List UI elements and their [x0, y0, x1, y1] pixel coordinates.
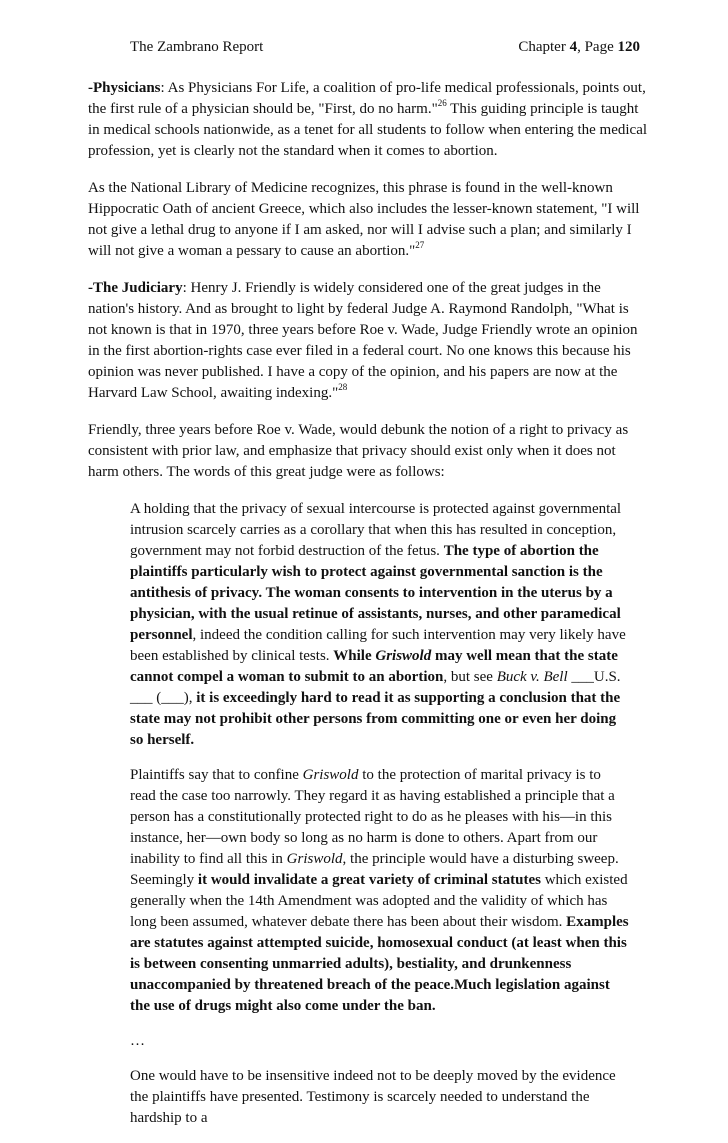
- quote-paragraph-holding: [130, 499, 630, 751]
- text-run: The type of abortion the plaintiffs particularly wish to protect against governmental sanction is the antithesis of privacy. The woman consents to intervention in the uterus by a physician, with the usual retinue of assistants, nurses, and other paramedical personnel: [130, 543, 621, 643]
- document-title: The Zambrano Report: [130, 39, 264, 55]
- text-run: : As Physicians For Life, a coalition of pro-life medical professionals, points out, the first rule of a physician should be, "First, do no harm.": [88, 80, 646, 117]
- text-run: , the principle would have a disturbing sweep. Seemingly: [130, 851, 619, 888]
- text-run: Griswold: [286, 851, 343, 867]
- text-run: Plaintiffs say that to confine: [130, 767, 303, 783]
- text-run: , but see: [443, 669, 497, 685]
- text-run: Griswold: [302, 767, 359, 783]
- text-run: Friendly, three years before Roe v. Wade, would debunk the notion of a right to privacy as consistent with prior law, and emphasize that privacy should exist only when it does not harm others. The words of this great judge were as follows:: [88, 422, 629, 480]
- text-run: One would have to be insensitive indeed not to be deeply moved by the evidence the plaintiffs have presented. Testimony is scarcely needed to understand the hardship to a: [130, 1068, 616, 1126]
- text-run: This guiding principle is taught in medical schools nationwide, as a tenet for all students to follow when entering the medical profession, yet is clearly not the standard when it comes to abortion.: [88, 101, 648, 159]
- text-run: ___U.S. ___ (___),: [130, 669, 621, 706]
- footnote-ref: 26: [437, 98, 447, 108]
- paragraph-physicians: [88, 78, 648, 162]
- text-run: it is exceedingly hard to read it as supporting a conclusion that the state may not prohibit other persons from committing one or even her doing so herself.: [130, 690, 621, 748]
- page-number: 120: [617, 39, 640, 55]
- text-run: Buck v. Bell: [496, 669, 568, 685]
- quote-ellipsis: [130, 1031, 630, 1052]
- footnote-ref: 27: [415, 240, 425, 250]
- paragraph-friendly-intro: [88, 420, 648, 483]
- quote-paragraph-griswold: [130, 765, 630, 1017]
- chapter-prefix: Chapter: [518, 39, 570, 55]
- text-run: to the protection of marital privacy is to read the case too narrowly. They regard it as having established a principle that a person has a constitutionally protected right to do as he pleases with his—in this instance, her—own body so long as no harm is done to others. Apart from our inability to find all this in: [130, 767, 615, 867]
- paragraph-judiciary: [88, 278, 648, 404]
- text-run: Griswold: [375, 648, 432, 664]
- text-run: : Henry J. Friendly is widely considered one of the great judges in the nation's history. And as brought to light by federal Judge A. Raymond Randolph, "What is not known is that in 1970, three years before Roe v. Wade, Judge Friendly wrote an opinion in the first abortion-rights case ever filed in a federal court. No one knows this because his opinion was never published. I have a copy of the opinion, and his papers are now at the Harvard Law School, awaiting indexing.": [88, 280, 638, 401]
- text-run: , indeed the condition calling for such intervention may very likely have been established by clinical tests.: [130, 627, 626, 664]
- text-run: -The Judiciary: [88, 280, 183, 296]
- text-run: A holding that the privacy of sexual intercourse is protected against governmental intrusion scarcely carries as a corollary that when this has resulted in conception, government may not forbid destruction of the fetus.: [130, 501, 622, 559]
- text-run: it would invalidate a great variety of criminal statutes: [197, 872, 541, 888]
- paragraph-hippocratic-oath: [88, 178, 648, 262]
- chapter-number: 4: [569, 39, 578, 55]
- quote-paragraph-insensitive: [130, 1066, 630, 1129]
- footnote-ref: 28: [338, 382, 348, 392]
- chapter-page-label: [518, 37, 640, 57]
- text-run: may well mean that the state cannot compel a woman to submit to an abortion: [130, 648, 618, 685]
- document-body: [88, 78, 648, 1143]
- block-quote: [130, 499, 630, 1129]
- text-run: …: [130, 1033, 145, 1049]
- text-run: While: [333, 648, 376, 664]
- text-run: Examples are statutes against attempted suicide, homosexual conduct (at least when this is between consenting unmarried adults), bestiality, and drunkenness unaccompanied by threatened breach of the peace.Much legislation against the use of drugs might also come under the ban.: [130, 914, 629, 1014]
- text-run: which existed generally when the 14th Amendment was adopted and the validity of which has long been assumed, whatever debate there has been about their wisdom.: [130, 872, 628, 930]
- text-run: -Physicians: [88, 80, 161, 96]
- page-prefix: , Page: [577, 39, 618, 55]
- text-run: As the National Library of Medicine recognizes, this phrase is found in the well-known Hippocratic Oath of ancient Greece, which also includes the lesser-known statement, "I will not give a lethal drug to anyone if I am asked, nor will I advise such a plan; and similarly I will not give a woman a pessary to cause an abortion.": [88, 180, 640, 259]
